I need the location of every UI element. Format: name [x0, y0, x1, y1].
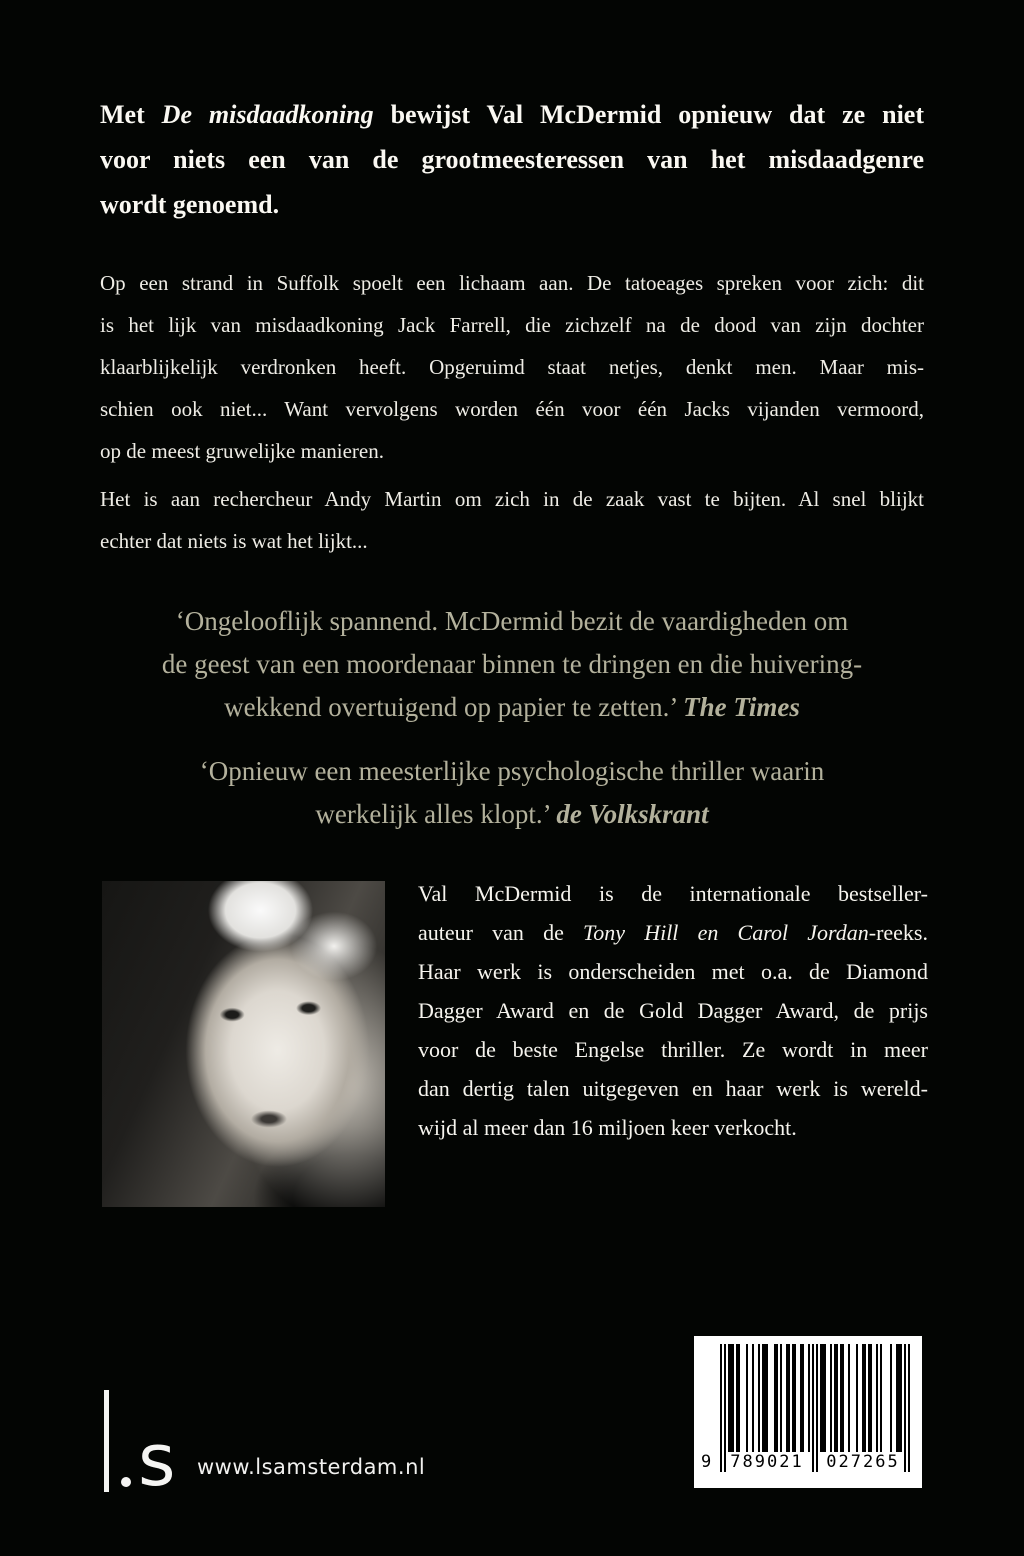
synopsis-paragraph-1: Op een strand in Suffolk spoelt een lichaam aan. De tatoeages spreken voor zich: dit is het lijk van misdaadkoning Jack Farrell, die zichzelf na de dood van zijn dochter klaarblijkelijk verdronken heeft. Opgeruimd staat netjes, denkt men. Maar mis- schien ook niet... Want vervolgens worden één voor één Jacks vijanden vermoord, op de meest gruwelijke manieren.: [100, 271, 924, 463]
barcode-digits-right: 027265: [826, 1452, 900, 1472]
publisher-logo-dot: [121, 1477, 131, 1487]
author-photo: [102, 881, 385, 1207]
synopsis-paragraph-2: Het is aan rechercheur Andy Martin om zich in de zaak vast te bijten. Al snel blijkt echter dat niets is wat het lijkt...: [100, 487, 924, 553]
publisher-logo-s: s: [138, 1418, 176, 1502]
review-quote-volkskrant: ‘Opnieuw een meesterlijke psychologische thriller waarin werkelijk alles klopt.’ de Volkskrant: [199, 756, 825, 829]
barcode-digits-left: 789021: [730, 1452, 804, 1472]
author-bio: Val McDermid is de internationale bestseller- auteur van de Tony Hill en Carol Jordan-reeks. Haar werk is onderscheiden met o.a. de Diamond Dagger Award en de Gold Dagger Award, de prijs voor de beste Engelse thriller. Ze wordt in meer dan dertig talen uitgegeven en haar werk is wereld- wijd al meer dan 16 miljoen keer verkocht.: [418, 881, 928, 1140]
review-quote-the-times: ‘Ongelooflijk spannend. McDermid bezit de vaardigheden om de geest van een moordenaar binnen te dringen en die huivering- wekkend overtuigend op papier te zetten.’ The Times: [161, 606, 863, 722]
publisher-website: www.lsamsterdam.nl: [197, 1455, 426, 1479]
isbn-barcode: [694, 1336, 922, 1488]
intro-paragraph: Met De misdaadkoning bewijst Val McDermid opnieuw dat ze niet voor niets een van de grootmeesteressen van het misdaadgenre wordt genoemd.: [100, 100, 924, 219]
publisher-logo-l-bar: [104, 1390, 109, 1492]
barcode-digit-lead: 9: [701, 1452, 714, 1472]
